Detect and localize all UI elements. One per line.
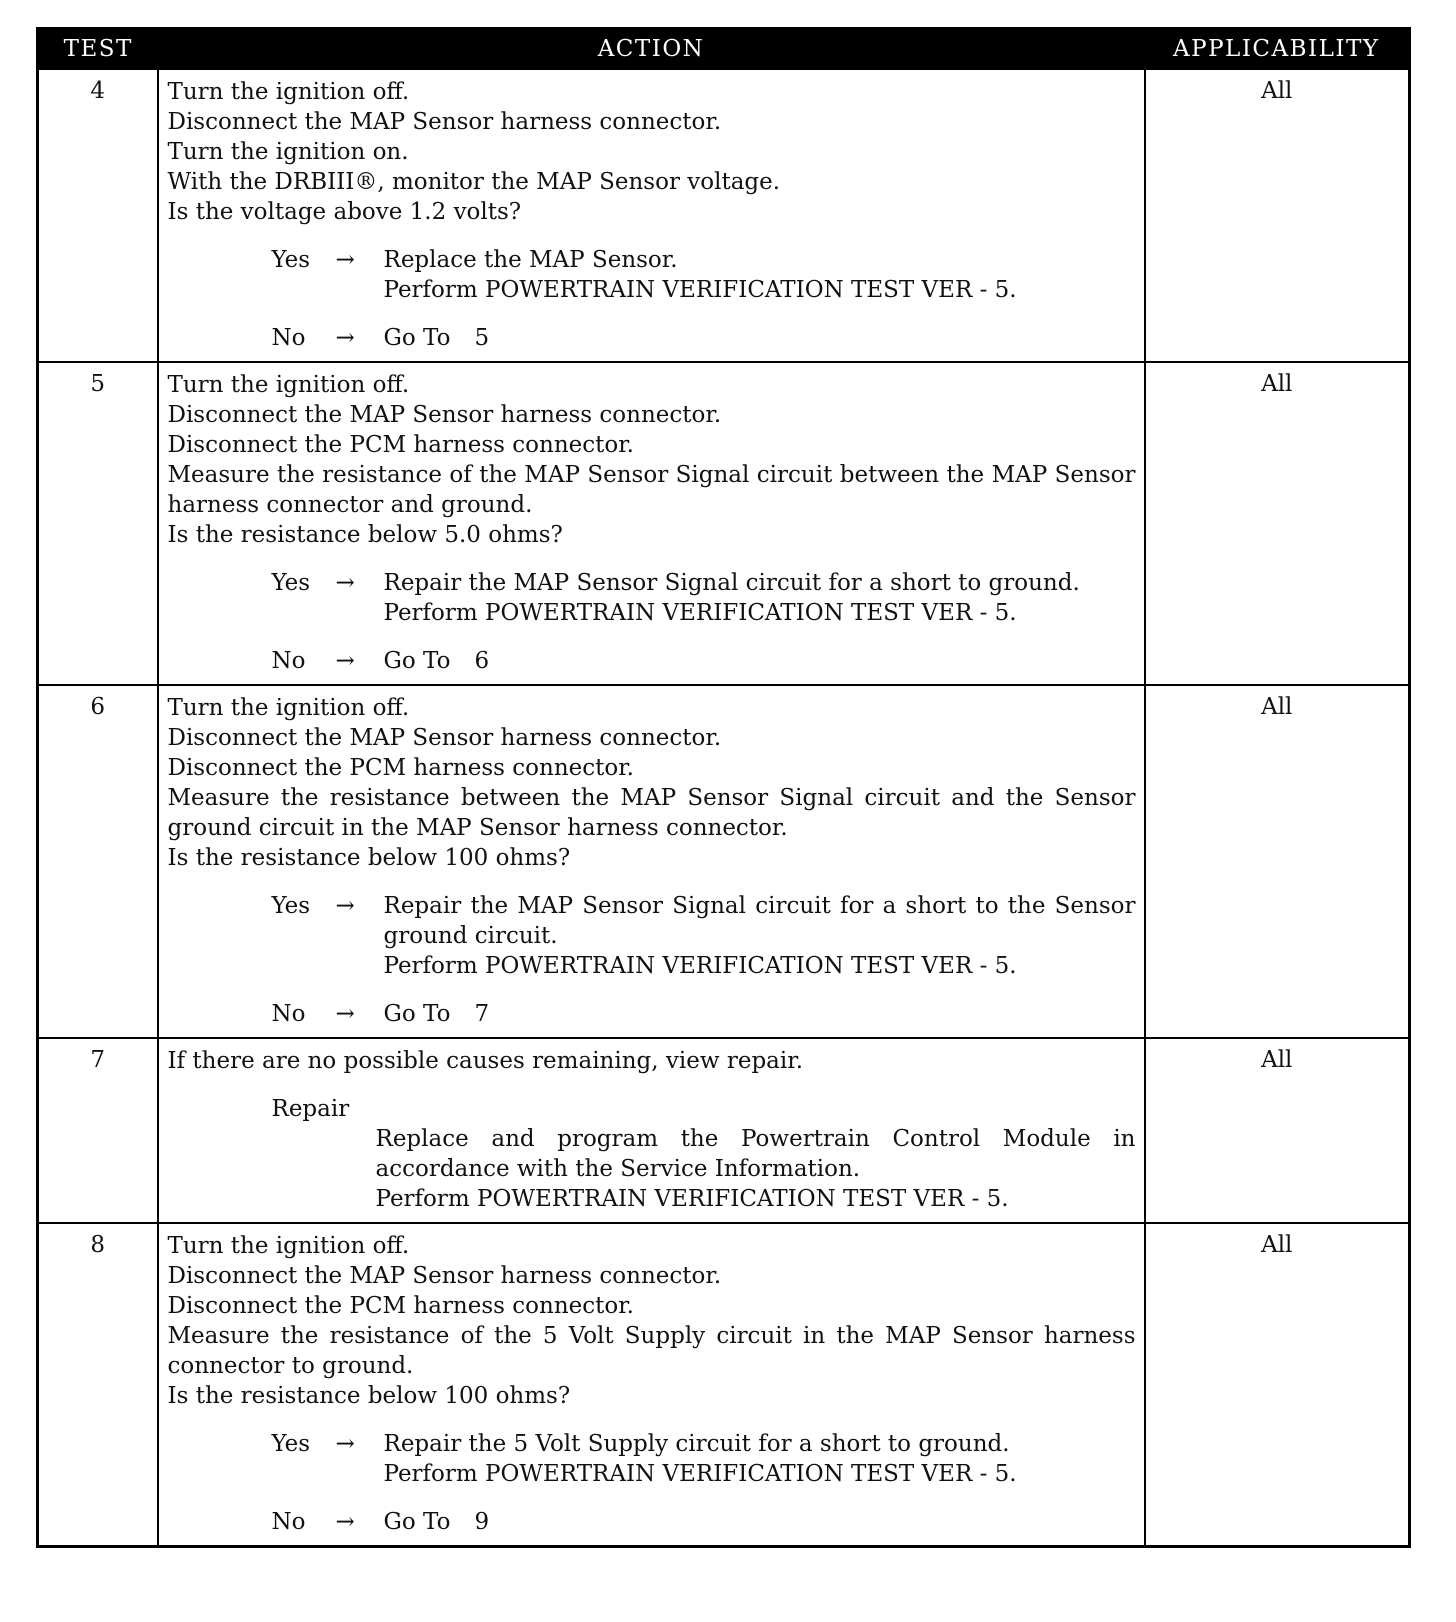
action-step: Turn the ignition off. <box>167 372 410 398</box>
repair-line: Perform POWERTRAIN VERIFICATION TEST VER - 5. <box>375 1186 1009 1212</box>
action-step: Disconnect the MAP Sensor harness connector. <box>167 1263 722 1289</box>
yes-branch <box>168 245 1136 305</box>
action-cell <box>158 362 1145 685</box>
test-number: 4 <box>38 69 158 362</box>
yes-label: Yes <box>271 570 311 596</box>
action-step: Measure the resistance of the 5 Volt Supply circuit in the MAP Sensor harness connector to ground. <box>167 1323 1136 1379</box>
yes-line: Perform POWERTRAIN VERIFICATION TEST VER - 5. <box>383 1461 1017 1487</box>
arrow-right-icon: → <box>335 570 355 596</box>
yes-instructions <box>384 245 1136 305</box>
action-step: Disconnect the PCM harness connector. <box>167 432 634 458</box>
goto-test-number: 7 <box>474 1001 490 1027</box>
arrow-right-icon: → <box>335 1431 355 1457</box>
no-branch <box>168 323 1136 353</box>
action-cell <box>158 69 1145 362</box>
arrow-right-icon: → <box>335 325 355 351</box>
yes-line: Perform POWERTRAIN VERIFICATION TEST VER - 5. <box>383 277 1017 303</box>
action-step: Disconnect the MAP Sensor harness connector. <box>167 725 722 751</box>
goto-test-number: 6 <box>474 648 490 674</box>
goto-text: Go To <box>383 648 451 674</box>
action-step: Disconnect the MAP Sensor harness connector. <box>167 109 722 135</box>
yes-line: Repair the 5 Volt Supply circuit for a short to ground. <box>383 1431 1010 1457</box>
action-step: Turn the ignition off. <box>167 1233 410 1259</box>
action-step: Turn the ignition on. <box>167 139 409 165</box>
no-branch <box>168 1507 1136 1537</box>
no-label: No <box>271 1001 306 1027</box>
action-cell <box>158 685 1145 1038</box>
goto-text: Go To <box>383 1001 451 1027</box>
yes-instructions <box>384 1429 1136 1489</box>
yes-line: Repair the MAP Sensor Signal circuit for a short to ground. <box>383 570 1080 596</box>
diagnostic-test-sheet <box>36 27 1408 1548</box>
arrow-right-icon: → <box>335 648 355 674</box>
repair-label: Repair <box>271 1096 350 1122</box>
yes-label: Yes <box>271 247 311 273</box>
action-step: Turn the ignition off. <box>167 695 410 721</box>
arrow-right-icon: → <box>335 1001 355 1027</box>
no-branch <box>168 999 1136 1029</box>
test-number: 8 <box>38 1223 158 1547</box>
repair-instructions <box>376 1124 1136 1214</box>
applicability-value: All <box>1145 69 1410 362</box>
action-step: Measure the resistance between the MAP Sensor Signal circuit and the Sensor ground circuit in the MAP Sensor harness connector. <box>167 785 1136 841</box>
header-applicability: APPLICABILITY <box>1145 29 1410 70</box>
no-goto <box>384 323 1136 353</box>
action-step: Is the voltage above 1.2 volts? <box>167 199 522 225</box>
test-number: 7 <box>38 1038 158 1223</box>
repair-line: Replace and program the Powertrain Control Module in accordance with the Service Information. <box>375 1126 1136 1182</box>
yes-line: Replace the MAP Sensor. <box>383 247 678 273</box>
action-step: Disconnect the PCM harness connector. <box>167 1293 634 1319</box>
yes-branch <box>168 568 1136 628</box>
action-step: Measure the resistance of the MAP Sensor Signal circuit between the MAP Sensor harness connector and ground. <box>167 462 1136 518</box>
table-row <box>38 362 1410 685</box>
yes-branch <box>168 1429 1136 1489</box>
goto-test-number: 9 <box>474 1509 490 1535</box>
no-label: No <box>271 1509 306 1535</box>
goto-text: Go To <box>383 1509 451 1535</box>
action-step: Disconnect the MAP Sensor harness connector. <box>167 402 722 428</box>
table-row <box>38 1223 1410 1547</box>
applicability-value: All <box>1145 685 1410 1038</box>
no-label: No <box>271 325 306 351</box>
action-step: Is the resistance below 5.0 ohms? <box>167 522 563 548</box>
table-header-row <box>38 29 1410 70</box>
diagnostic-table <box>36 27 1411 1548</box>
action-step: Turn the ignition off. <box>167 79 410 105</box>
goto-test-number: 5 <box>474 325 490 351</box>
table-row <box>38 1038 1410 1223</box>
table-row <box>38 685 1410 1038</box>
header-action: ACTION <box>158 29 1145 70</box>
action-cell <box>158 1223 1145 1547</box>
test-number: 5 <box>38 362 158 685</box>
yes-line: Repair the MAP Sensor Signal circuit for a short to the Sensor ground circuit. <box>383 893 1136 949</box>
test-number: 6 <box>38 685 158 1038</box>
no-label: No <box>271 648 306 674</box>
applicability-value: All <box>1145 1223 1410 1547</box>
action-cell <box>158 1038 1145 1223</box>
yes-label: Yes <box>271 1431 311 1457</box>
applicability-value: All <box>1145 362 1410 685</box>
action-step: Is the resistance below 100 ohms? <box>167 845 571 871</box>
arrow-right-icon: → <box>335 893 355 919</box>
yes-label: Yes <box>271 893 311 919</box>
goto-text: Go To <box>383 325 451 351</box>
no-goto <box>384 646 1136 676</box>
no-goto <box>384 1507 1136 1537</box>
action-step: If there are no possible causes remaining, view repair. <box>167 1048 804 1074</box>
action-step: Is the resistance below 100 ohms? <box>167 1383 571 1409</box>
yes-line: Perform POWERTRAIN VERIFICATION TEST VER - 5. <box>383 600 1017 626</box>
no-goto <box>384 999 1136 1029</box>
yes-branch <box>168 891 1136 981</box>
arrow-right-icon: → <box>335 1509 355 1535</box>
header-test: TEST <box>38 29 158 70</box>
no-branch <box>168 646 1136 676</box>
table-row <box>38 69 1410 362</box>
action-step: Disconnect the PCM harness connector. <box>167 755 634 781</box>
arrow-right-icon: → <box>335 247 355 273</box>
action-step: With the DRBIII®, monitor the MAP Sensor voltage. <box>167 169 781 195</box>
yes-instructions <box>384 891 1136 981</box>
yes-line: Perform POWERTRAIN VERIFICATION TEST VER - 5. <box>383 953 1017 979</box>
applicability-value: All <box>1145 1038 1410 1223</box>
yes-instructions <box>384 568 1136 628</box>
